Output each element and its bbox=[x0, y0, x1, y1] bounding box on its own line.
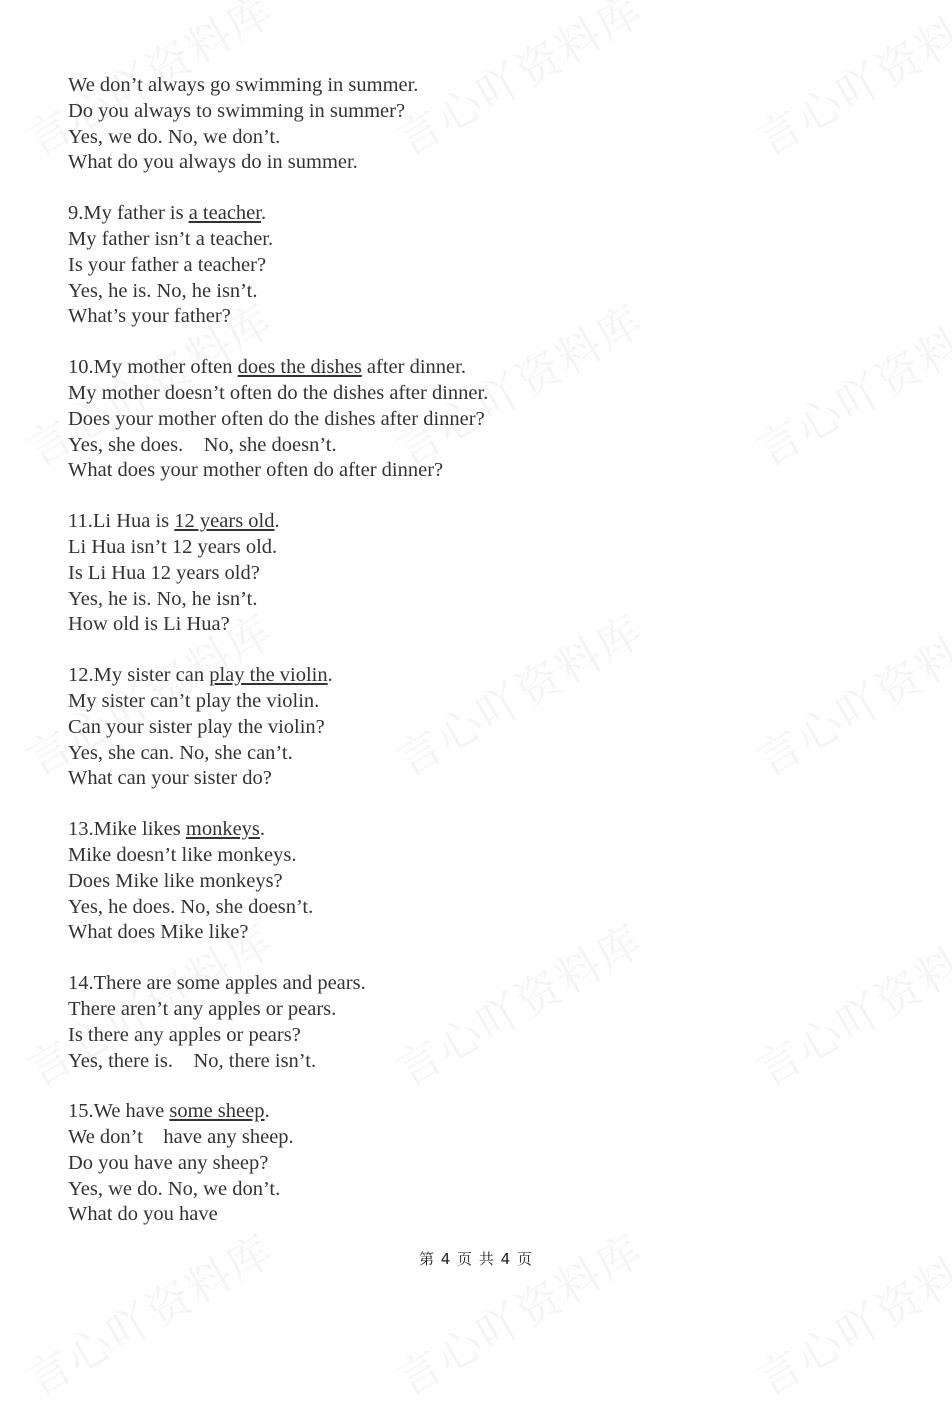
exercise-item bbox=[68, 817, 888, 946]
exercise-item bbox=[68, 201, 888, 330]
text-segment: 11.Li Hua is bbox=[68, 510, 175, 533]
text-line bbox=[68, 150, 888, 176]
text-line bbox=[68, 869, 888, 895]
page-footer: 第 4 页 共 4 页 bbox=[419, 1250, 533, 1268]
text-segment: Li Hua isn’t 12 years old. bbox=[68, 535, 278, 558]
text-line bbox=[68, 99, 888, 125]
underlined-phrase: a teacher bbox=[188, 202, 261, 225]
text-line bbox=[68, 663, 888, 689]
text-line bbox=[68, 561, 888, 587]
text-segment: . bbox=[264, 1100, 270, 1123]
text-line bbox=[68, 201, 888, 227]
text-segment: Yes, he is. No, he isn’t. bbox=[68, 279, 258, 302]
text-line bbox=[68, 997, 888, 1023]
text-segment: What do you have bbox=[68, 1203, 218, 1226]
text-segment: How old is Li Hua? bbox=[68, 613, 230, 636]
text-segment: . bbox=[260, 202, 267, 225]
exercise-item bbox=[68, 73, 888, 176]
text-segment: Yes, he does. No, she doesn’t. bbox=[68, 895, 314, 918]
text-segment: Is your father a teacher? bbox=[68, 253, 267, 276]
text-segment: 15.We have bbox=[68, 1100, 170, 1123]
text-line bbox=[68, 689, 888, 715]
text-segment: Yes, she does. No, she doesn’t. bbox=[68, 433, 337, 456]
text-line bbox=[68, 304, 888, 330]
text-segment: We don’t always go swimming in summer. bbox=[68, 74, 419, 96]
text-line bbox=[68, 407, 888, 433]
text-segment: . bbox=[327, 664, 333, 687]
text-segment: 12.My sister can bbox=[68, 664, 210, 687]
text-segment: . bbox=[274, 510, 280, 533]
text-segment: Yes, she can. No, she can’t. bbox=[68, 741, 293, 764]
text-segment: Is Li Hua 12 years old? bbox=[68, 561, 260, 584]
exercise-item bbox=[68, 971, 888, 1074]
underlined-phrase: some sheep bbox=[169, 1100, 265, 1123]
text-segment: Can your sister play the violin? bbox=[68, 715, 325, 738]
text-line bbox=[68, 1202, 888, 1228]
text-line bbox=[68, 1177, 888, 1203]
text-segment: 13.Mike likes bbox=[68, 818, 186, 841]
text-segment: Does Mike like monkeys? bbox=[68, 869, 283, 892]
text-line bbox=[68, 587, 888, 613]
text-line bbox=[68, 843, 888, 869]
text-line bbox=[68, 1023, 888, 1049]
text-line bbox=[68, 612, 888, 638]
text-line bbox=[68, 535, 888, 561]
text-line bbox=[68, 73, 888, 99]
text-line bbox=[68, 433, 888, 459]
text-line bbox=[68, 920, 888, 946]
text-line bbox=[68, 355, 888, 381]
text-segment: There aren’t any apples or pears. bbox=[68, 997, 337, 1020]
text-segment: Yes, there is. No, there isn’t. bbox=[68, 1049, 317, 1072]
text-line bbox=[68, 279, 888, 305]
text-line bbox=[68, 895, 888, 921]
exercise-item bbox=[68, 663, 888, 792]
text-segment: Do you always to swimming in summer? bbox=[68, 99, 406, 122]
exercise-item bbox=[68, 509, 888, 638]
text-line bbox=[68, 458, 888, 484]
text-segment: Does your mother often do the dishes after dinner? bbox=[68, 407, 485, 430]
text-line bbox=[68, 817, 888, 843]
text-line bbox=[68, 715, 888, 741]
text-line bbox=[68, 227, 888, 253]
text-segment: We don’t have any sheep. bbox=[68, 1126, 294, 1149]
text-segment: after dinner. bbox=[361, 356, 466, 379]
text-segment: Yes, he is. No, he isn’t. bbox=[68, 587, 258, 610]
text-line bbox=[68, 509, 888, 535]
text-segment: Mike doesn’t like monkeys. bbox=[68, 843, 297, 866]
underlined-phrase: monkeys bbox=[185, 818, 260, 841]
underlined-phrase: 12 years old bbox=[174, 510, 275, 533]
text-line bbox=[68, 125, 888, 151]
text-line bbox=[68, 1151, 888, 1177]
underlined-phrase: play the violin bbox=[209, 664, 328, 687]
text-line bbox=[68, 381, 888, 407]
text-line bbox=[68, 1125, 888, 1151]
text-segment: Yes, we do. No, we don’t. bbox=[68, 1177, 281, 1200]
text-segment: 9.My father is bbox=[68, 202, 189, 225]
underlined-phrase: does the dishes bbox=[237, 356, 362, 379]
text-line bbox=[68, 1099, 888, 1125]
text-segment: My father isn’t a teacher. bbox=[68, 227, 274, 250]
text-line bbox=[68, 1049, 888, 1075]
text-segment: . bbox=[259, 818, 266, 841]
text-segment: My sister can’t play the violin. bbox=[68, 689, 320, 712]
text-line bbox=[68, 971, 888, 997]
text-segment: Do you have any sheep? bbox=[68, 1151, 269, 1174]
text-segment: 14.There are some apples and pears. bbox=[68, 972, 366, 995]
exercise-item bbox=[68, 355, 888, 484]
text-line bbox=[68, 253, 888, 279]
text-segment: Is there any apples or pears? bbox=[68, 1023, 301, 1046]
text-segment: Yes, we do. No, we don’t. bbox=[68, 125, 281, 148]
text-segment: What can your sister do? bbox=[68, 767, 272, 790]
exercise-item bbox=[68, 1099, 888, 1228]
text-segment: 10.My mother often bbox=[68, 356, 238, 379]
document-body bbox=[68, 73, 888, 1253]
text-line bbox=[68, 741, 888, 767]
text-segment: What’s your father? bbox=[68, 305, 231, 328]
text-segment: What do you always do in summer. bbox=[68, 151, 358, 174]
text-segment: What does Mike like? bbox=[68, 921, 249, 944]
text-segment: My mother doesn’t often do the dishes after dinner. bbox=[68, 381, 489, 404]
text-segment: What does your mother often do after dinner? bbox=[68, 459, 444, 482]
text-line bbox=[68, 766, 888, 792]
